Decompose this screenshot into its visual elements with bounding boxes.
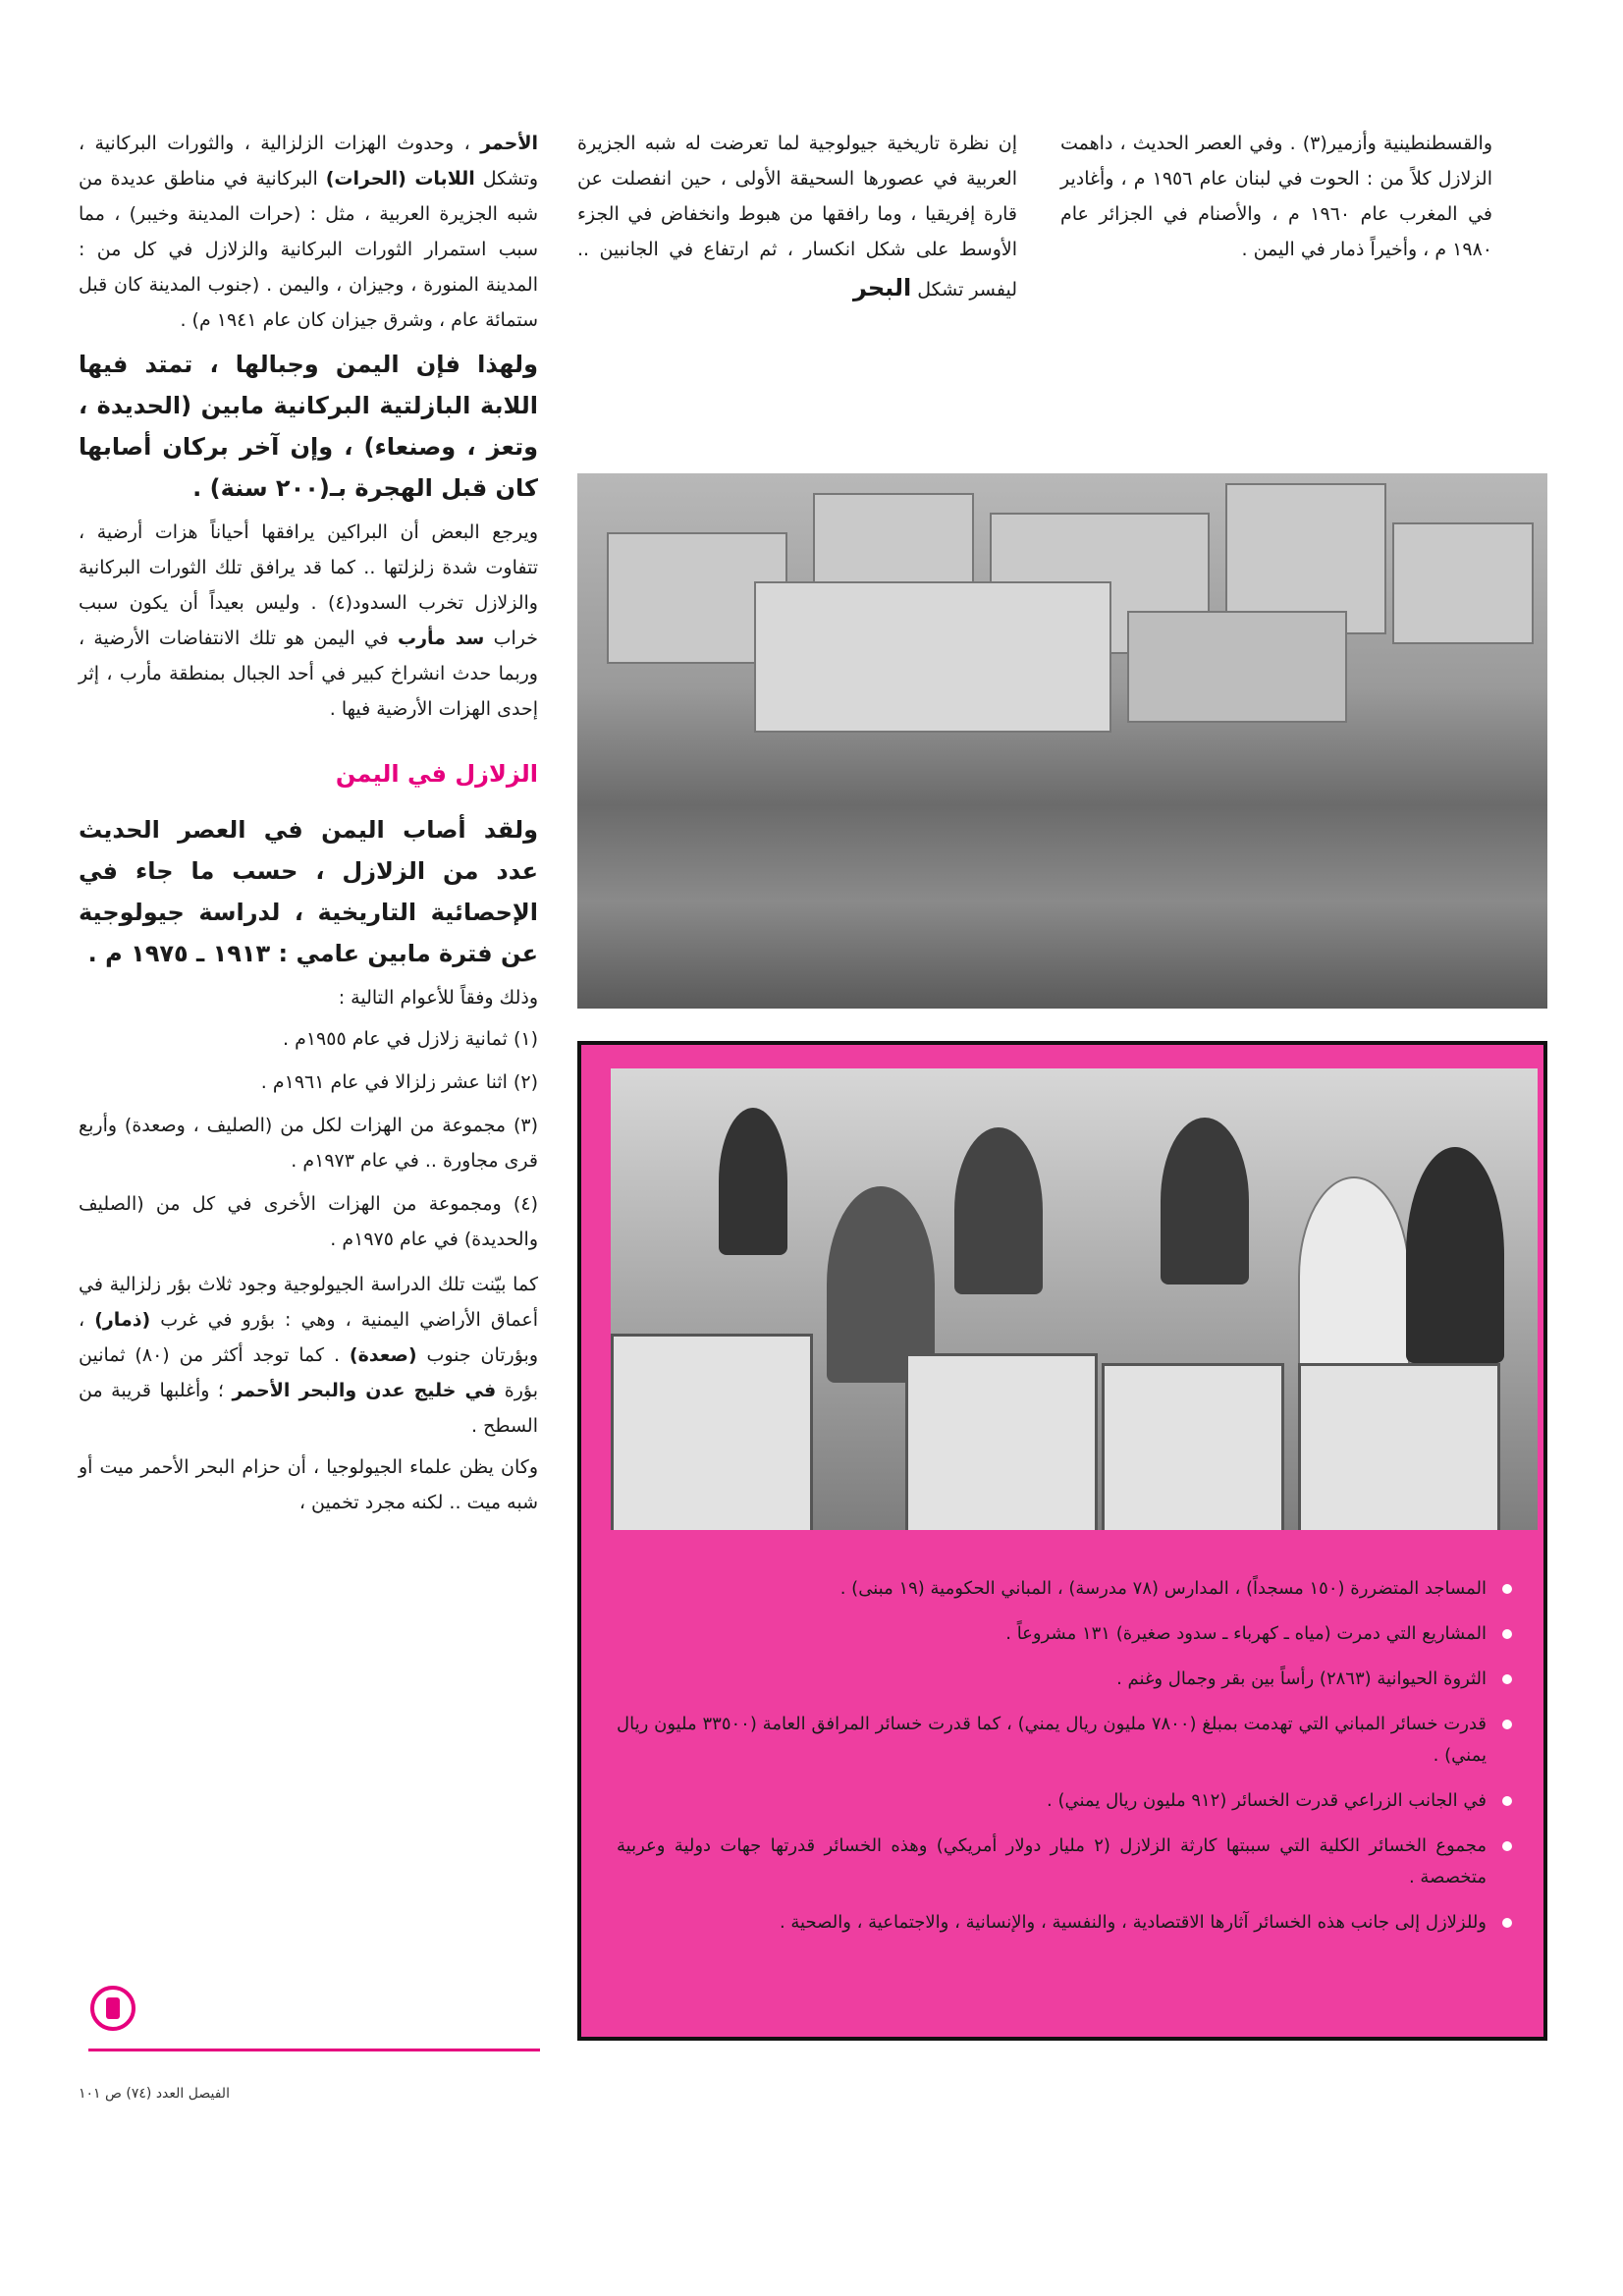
bold-term: (ذمار) (94, 1309, 151, 1331)
page-marker-icon (90, 1986, 135, 2031)
paragraph-text: ، وبؤرتان جنوب (79, 1309, 539, 1366)
paragraph-text: ، وحدوث الهزات الزلزالية ، والثورات البركانية ، وتشكل (79, 133, 538, 190)
column-top-middle (577, 126, 1017, 314)
list-item-text: الثروة الحيوانية (٢٨٦٣) رأساً بين بقر وجمال وغنم . (1116, 1668, 1487, 1689)
list-item-text: المساجد المتضررة (١٥٠ مسجداً) ، المدارس (٧٨ مدرسة) ، المباني الحكومية (١٩ مبنى) . (839, 1578, 1487, 1599)
page-marker-shape (106, 1997, 120, 2019)
emphasis-paragraph: ولقد أصاب اليمن في العصر الحديث عدد من الزلازل ، حسب ما جاء في الإحصائية التاريخية ، لدراسة جيولوجية عن فترة مابين عامي : ١٩١٣ ـ ١٩٧٥ م . (79, 816, 538, 967)
list-item-text: في الجانب الزراعي قدرت الخسائر (٩١٢ مليون ريال يمني) . (1047, 1790, 1487, 1811)
paragraph (577, 126, 1017, 308)
paragraph (79, 1267, 538, 1444)
paragraph (79, 515, 538, 727)
bullet-icon (1502, 1796, 1512, 1806)
bullet-icon (1502, 1841, 1512, 1851)
photo-destroyed-village (577, 473, 1547, 1009)
paragraph (79, 126, 538, 338)
paragraph: والقسطنطينية وأزمير(٣) . وفي العصر الحديث ، داهمت الزلازل كلاً من : الحوت في لبنان عام ١٩٥٦ م ، وأغادير في المغرب عام ١٩٦٠ م ، والأصنام في الجزائر عام ١٩٨٠ م ، وأخيراً ذمار في اليمن . (1060, 133, 1492, 260)
column-left (79, 126, 538, 1526)
paragraph: وذلك وفقاً للأعوام التالية : (338, 987, 538, 1009)
list-item (617, 1709, 1512, 1772)
bullet-icon (1502, 1674, 1512, 1684)
divider (88, 2049, 540, 2051)
list-item (617, 1618, 1512, 1650)
paragraph-text: إن نظرة تاريخية جيولوجية لما تعرضت له شبه الجزيرة العربية في عصورها السحيقة الأولى ، حين انفصلت عن قارة إفريقيا ، وما رافقها من هبوط وانخفاض في الجزء الأوسط على شكل انكسار ، ثم ارتفاع في الجانبين .. ليفسر تشكل (577, 133, 1017, 301)
paragraph-text: ويرجع البعض أن البراكين يرافقها أحياناً هزات أرضية ، تتفاوت شدة زلزلتها .. كما قد يرافق تلك الثورات البركانية والزلازل تخرب السدود(٤) . وليس بعيداً أن يكون سبب خراب (79, 521, 538, 649)
bullet-icon (1502, 1584, 1512, 1594)
bullet-icon (1502, 1918, 1512, 1928)
paragraph-text: ؛ وأغلبها قريبة من السطح . (79, 1380, 538, 1437)
losses-box (577, 1041, 1547, 2041)
list-item (617, 1785, 1512, 1817)
paragraph: وكان يظن علماء الجيولوجيا ، أن حزام البحر الأحمر ميت أو شبه ميت .. لكنه مجرد تخمين ، (79, 1456, 538, 1513)
footer: الفيصل العدد (٧٤) ص ١٠١ (79, 2086, 230, 2102)
losses-list (617, 1573, 1551, 1952)
list-item-text: وللزلازل إلى جانب هذه الخسائر آثارها الاقتصادية ، والنفسية ، والإنسانية ، والاجتماعية ، والصحية . (779, 1912, 1487, 1933)
bold-term: سد مأرب (397, 628, 485, 649)
list-item: (١) ثمانية زلازل في عام ١٩٥٥م . (283, 1028, 538, 1050)
list-item (617, 1831, 1512, 1893)
bold-term: (صعدة) (349, 1344, 417, 1366)
list-item: (٣) مجموعة من الهزات لكل من (الصليف ، وصعدة) وأربع قرى مجاورة .. في عام ١٩٧٣م . (79, 1115, 538, 1172)
list-item (617, 1573, 1512, 1605)
paragraph-text: كما بيّنت تلك الدراسة الجيولوجية وجود ثلاث بؤر زلزالية في أعماق الأراضي اليمنية ، وهي : بؤرو في غرب (79, 1274, 538, 1331)
list-item: (٢) اثنا عشر زلزالا في عام ١٩٦١م . (260, 1071, 538, 1093)
section-heading: الزلازل في اليمن (335, 760, 538, 788)
paragraph-text: . كما توجد أكثر من (٨٠) ثمانين بؤرة (79, 1344, 538, 1401)
list-item-text: مجموع الخسائر الكلية التي سببتها كارثة الزلازل (٢ مليار دولار أمريكي) وهذه الخسائر قدرتها جهات دولية وعربية متخصصة . (617, 1835, 1487, 1887)
bold-term: في خليج عدن والبحر الأحمر (232, 1380, 497, 1401)
list-item-text: المشاريع التي دمرت (مياه ـ كهرباء ـ سدود صغيرة) ١٣١ مشروعاً . (1005, 1623, 1487, 1644)
column-top-right (1060, 126, 1492, 273)
paragraph-text: في اليمن هو تلك الانتفاضات الأرضية ، وربما حدث انشراخ كبير في أحد الجبال بمنطقة مأرب ، إثر إحدى الهزات الأرضية فيها . (79, 628, 538, 720)
earthquake-list (79, 1021, 538, 1257)
bold-term: البحر (852, 274, 912, 301)
photo-meeting (611, 1068, 1538, 1530)
bold-term: الأحمر (480, 133, 538, 154)
bullet-icon (1502, 1629, 1512, 1639)
bold-term: اللابات (الحرات) (325, 168, 475, 190)
paragraph-text: البركانية في مناطق عديدة من شبه الجزيرة العربية ، مثل : (حرات المدينة وخيبر) ، مما سبب استمرار الثورات البركانية والزلازل في كل من : المدينة المنورة ، وجيزان ، واليمن . (جنوب المدينة كان قبل ستمائة عام ، وشرق جيزان كان عام ١٩٤١ م) . (79, 168, 538, 331)
list-item-text: قدرت خسائر المباني التي تهدمت بمبلغ (٧٨٠٠ مليون ريال يمني) ، كما قدرت خسائر المرافق العامة (٣٣٥٠٠ مليون ريال يمني) . (617, 1714, 1487, 1766)
bullet-icon (1502, 1720, 1512, 1729)
list-item: (٤) ومجموعة من الهزات الأخرى في كل من (الصليف والحديدة) في عام ١٩٧٥م . (79, 1193, 538, 1250)
emphasis-paragraph: ولهذا فإن اليمن وجبالها ، تمتد فيها اللابة البازلتية البركانية مابين (الحديدة ، وتعز ، وصنعاء) ، وإن آخر بركان أصابها كان قبل الهجرة بـ(٢٠٠ سنة) . (79, 351, 538, 502)
list-item (617, 1664, 1512, 1695)
list-item (617, 1907, 1512, 1939)
